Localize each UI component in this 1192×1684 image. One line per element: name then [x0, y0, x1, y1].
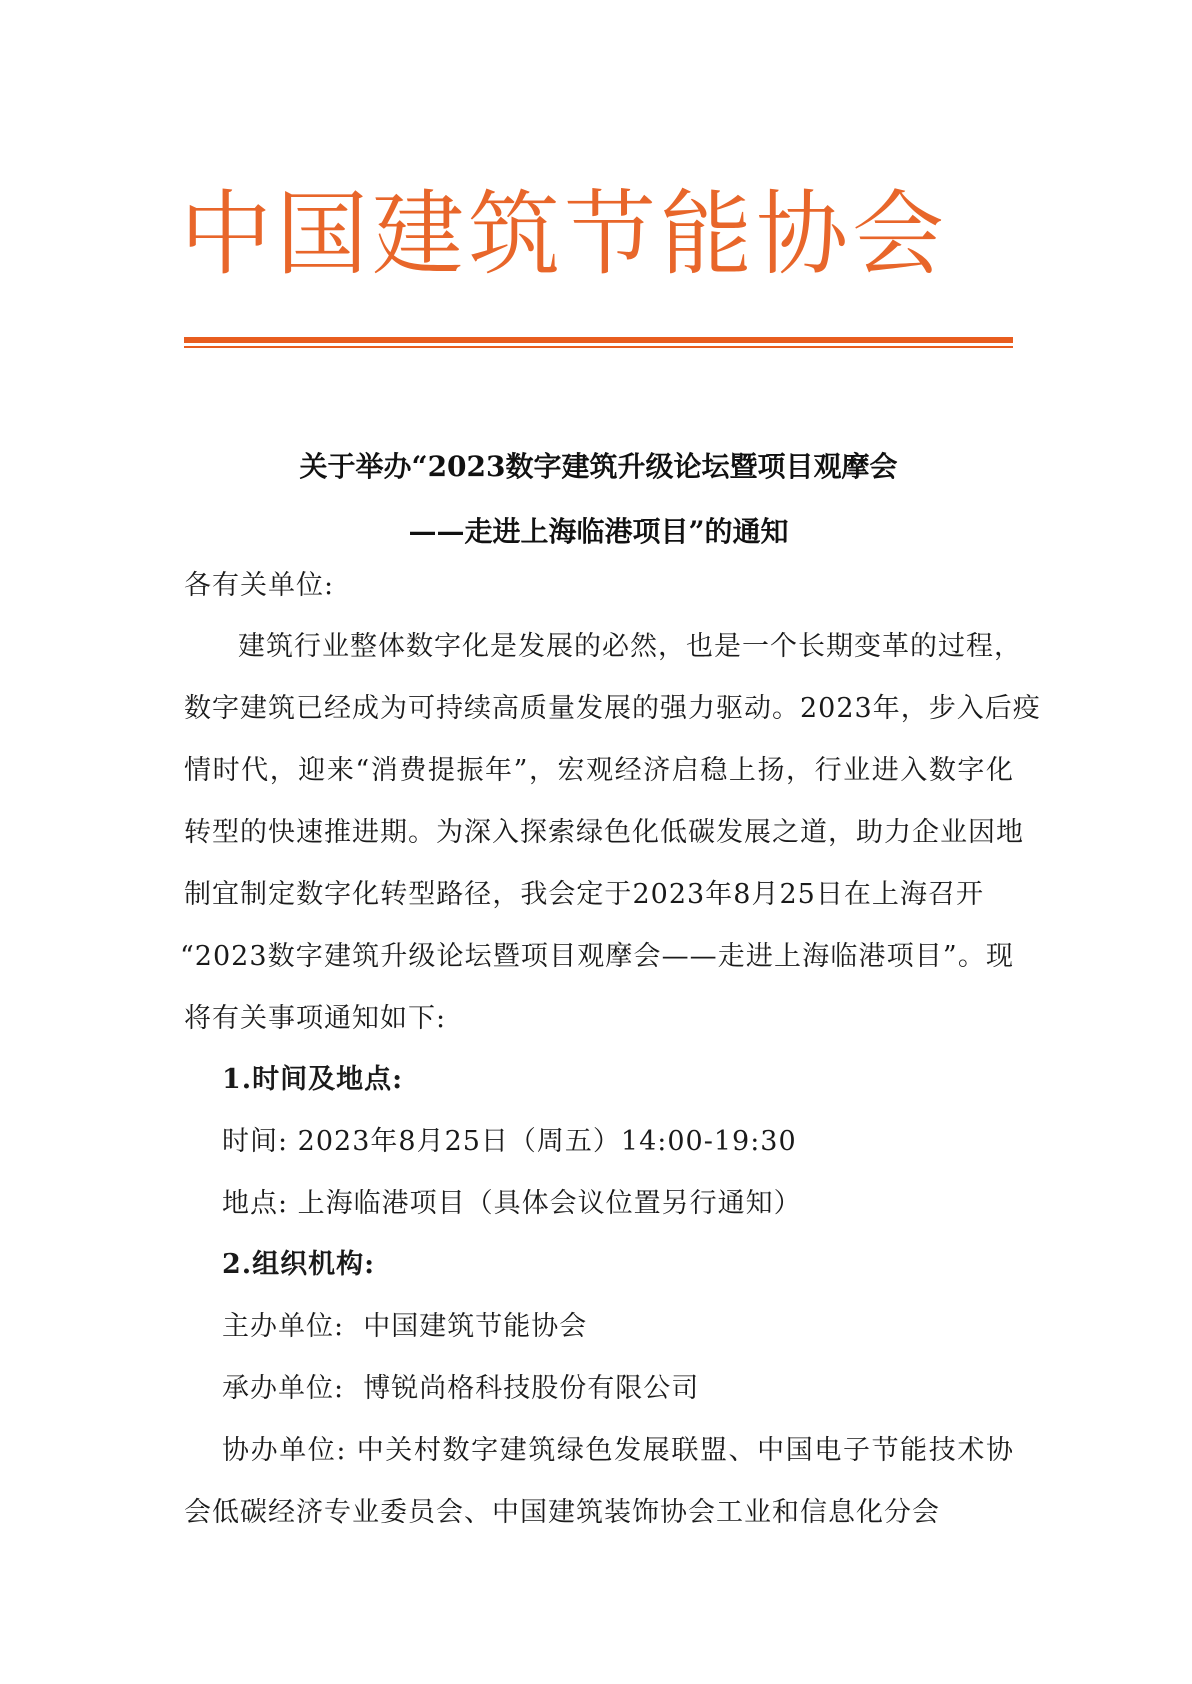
- notice-title-line1: 关于举办“2023数字建筑升级论坛暨项目观摩会: [299, 450, 898, 483]
- body-line-1: 建筑行业整体数字化是发展的必然，也是一个长期变革的过程，: [238, 631, 1022, 662]
- section2-organizer: 承办单位: 博锐尚格科技股份有限公司: [222, 1373, 700, 1404]
- salutation: 各有关单位:: [184, 570, 335, 601]
- notice-title-line2: ——走进上海临港项目”的通知: [408, 515, 789, 548]
- letterhead-org-name: 中国建筑节能协会: [180, 181, 949, 288]
- body-line-5: 制宜制定数字化转型路径，我会定于2023年8月25日在上海召开: [184, 879, 984, 910]
- letterhead-rule-thin: [184, 346, 1013, 348]
- body-line-7: 将有关事项通知如下:: [184, 1003, 447, 1034]
- body-line-2: 数字建筑已经成为可持续高质量发展的强力驱动。2023年，步入后疫: [184, 693, 1041, 724]
- section2-heading: 2.组织机构:: [222, 1249, 376, 1280]
- letterhead-rule: [184, 337, 1013, 349]
- letterhead-rule-thick: [184, 337, 1013, 343]
- section2-co-line2: 会低碳经济专业委员会、中国建筑装饰协会工业和信息化分会: [184, 1497, 940, 1528]
- body-line-4: 转型的快速推进期。为深入探索绿色化低碳发展之道，助力企业因地: [184, 817, 1024, 848]
- body-line-3: 情时代，迎来“消费提振年”，宏观经济启稳上扬，行业进入数字化: [184, 755, 1014, 786]
- body-line-6: “2023数字建筑升级论坛暨项目观摩会——走进上海临港项目”。现: [180, 941, 1014, 972]
- section1-time: 时间: 2023年8月25日（周五）14:00-19:30: [222, 1126, 797, 1157]
- section2-host: 主办单位: 中国建筑节能协会: [222, 1311, 588, 1342]
- section1-place: 地点: 上海临港项目（具体会议位置另行通知）: [222, 1188, 802, 1219]
- section2-co-line1: 协办单位: 中关村数字建筑绿色发展联盟、中国电子节能技术协: [222, 1435, 1014, 1466]
- section1-heading: 1.时间及地点:: [222, 1064, 404, 1095]
